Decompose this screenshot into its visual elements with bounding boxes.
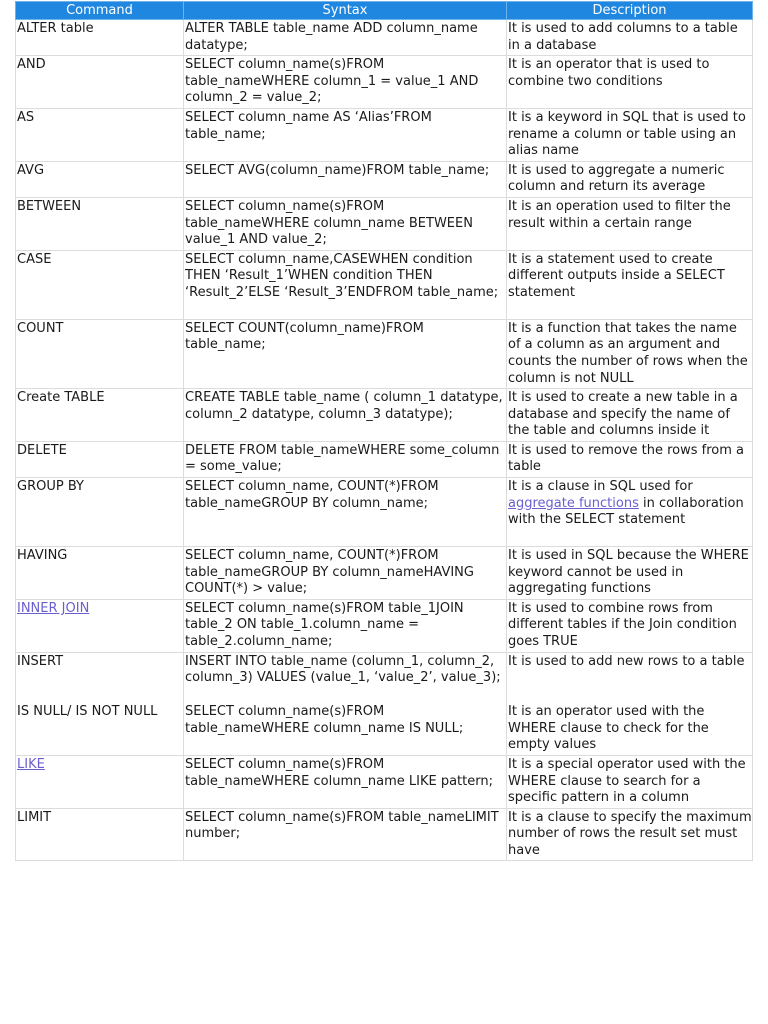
syntax-cell: SELECT column_name, COUNT(*)FROM table_nameGROUP BY column_nameHAVING COUNT(*) > value; [184,547,507,600]
description-cell: It is a special operator used with the WHERE clause to search for a specific pattern in a column [507,755,753,808]
table-row [16,56,753,109]
table-row [16,703,753,755]
syntax-cell: SELECT column_name(s)FROM table_1JOIN table_2 ON table_1.column_name = table_2.column_name; [184,599,507,652]
table-row [16,547,753,600]
syntax-cell: SELECT column_name(s)FROM table_nameWHERE column_name LIKE pattern; [184,755,507,808]
description-cell: It is used to add columns to a table in a database [507,20,753,56]
table-row [16,652,753,703]
command-cell: DELETE [16,441,184,477]
command-cell: COUNT [16,319,184,388]
syntax-cell: SELECT AVG(column_name)FROM table_name; [184,161,507,197]
description-text-after: in collaboration with the SELECT statement [508,495,744,528]
description-cell: It is an operator used with the WHERE clause to check for the empty values [507,703,753,755]
syntax-cell: SELECT column_name AS ‘Alias’FROM table_name; [184,108,507,161]
syntax-cell: SELECT column_name(s)FROM table_nameLIMIT number; [184,808,507,861]
command-cell: GROUP BY [16,478,184,547]
inner-join-link[interactable]: INNER JOIN [17,600,90,616]
syntax-cell: SELECT column_name(s)FROM table_nameWHERE column_name BETWEEN value_1 AND value_2; [184,197,507,250]
command-cell: ALTER table [16,20,184,56]
like-link[interactable]: LIKE [17,756,45,772]
table-row [16,599,753,652]
sql-commands-table [15,1,753,861]
syntax-cell: SELECT COUNT(column_name)FROM table_name; [184,319,507,388]
syntax-cell: SELECT column_name,CASEWHEN condition THEN ‘Result_1’WHEN condition THEN ‘Result_2’ELSE ‘Result_3’ENDFROM table_name; [184,250,507,319]
syntax-cell: SELECT column_name(s)FROM table_nameWHERE column_1 = value_1 AND column_2 = value_2; [184,56,507,109]
header-syntax: Syntax [184,2,507,20]
description-cell: It is used to add new rows to a table [507,652,753,703]
table-row [16,161,753,197]
description-cell: It is used to create a new table in a database and specify the name of the table and columns inside it [507,389,753,442]
command-cell: AND [16,56,184,109]
command-cell: IS NULL/ IS NOT NULL [16,703,184,755]
command-cell: BETWEEN [16,197,184,250]
command-cell [16,755,184,808]
description-cell: It is a keyword in SQL that is used to rename a column or table using an alias name [507,108,753,161]
syntax-cell: SELECT column_name, COUNT(*)FROM table_nameGROUP BY column_name; [184,478,507,547]
command-cell: LIMIT [16,808,184,861]
description-cell [507,478,753,547]
command-cell: CASE [16,250,184,319]
syntax-cell: SELECT column_name(s)FROM table_nameWHERE column_name IS NULL; [184,703,507,755]
table-row [16,197,753,250]
description-cell: It is used in SQL because the WHERE keyword cannot be used in aggregating functions [507,547,753,600]
syntax-cell: INSERT INTO table_name (column_1, column_2, column_3) VALUES (value_1, ‘value_2’, value_3); [184,652,507,703]
table-row [16,478,753,547]
command-cell: AS [16,108,184,161]
syntax-cell: DELETE FROM table_nameWHERE some_column = some_value; [184,441,507,477]
syntax-cell: CREATE TABLE table_name ( column_1 datatype, column_2 datatype, column_3 datatype); [184,389,507,442]
table-row [16,20,753,56]
command-cell: Create TABLE [16,389,184,442]
table-row [16,808,753,861]
table-row [16,319,753,388]
table-row [16,108,753,161]
description-cell: It is a statement used to create different outputs inside a SELECT statement [507,250,753,319]
command-cell: HAVING [16,547,184,600]
description-cell: It is used to remove the rows from a table [507,441,753,477]
aggregate-functions-link[interactable]: aggregate functions [508,495,639,511]
table-row [16,441,753,477]
description-cell: It is used to aggregate a numeric column and return its average [507,161,753,197]
command-cell [16,599,184,652]
table-header-row [16,2,753,20]
description-cell: It is a function that takes the name of a column as an argument and counts the number of rows when the column is not NULL [507,319,753,388]
description-cell: It is used to combine rows from different tables if the Join condition goes TRUE [507,599,753,652]
description-cell: It is an operator that is used to combine two conditions [507,56,753,109]
description-cell: It is an operation used to filter the result within a certain range [507,197,753,250]
header-command: Command [16,2,184,20]
command-cell: AVG [16,161,184,197]
table-row [16,250,753,319]
description-text-before: It is a clause in SQL used for [508,479,693,495]
description-cell: It is a clause to specify the maximum number of rows the result set must have [507,808,753,861]
header-description: Description [507,2,753,20]
command-cell: INSERT [16,652,184,703]
table-row [16,755,753,808]
syntax-cell: ALTER TABLE table_name ADD column_name datatype; [184,20,507,56]
table-row [16,389,753,442]
